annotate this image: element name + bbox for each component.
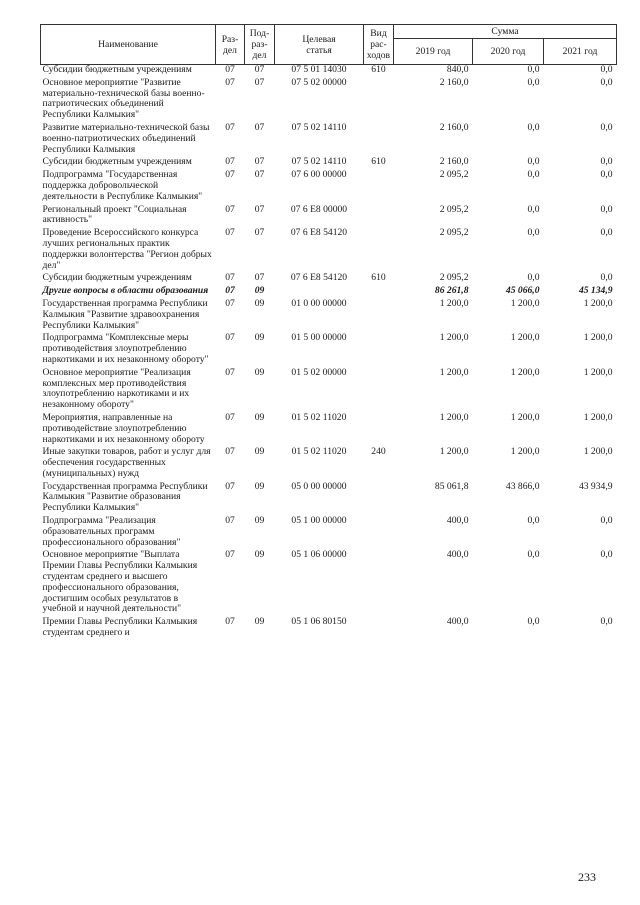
cell-razdel: 07 xyxy=(225,549,235,561)
cell-name: Подпрограмма "Реализация образовательных программ профессионального образования" xyxy=(42,515,181,548)
cell-vid: 240 xyxy=(371,446,386,458)
budget-table xyxy=(40,24,617,641)
table-row xyxy=(41,228,617,273)
col-2020-header: 2020 год xyxy=(473,39,544,65)
budget-table-sheet xyxy=(40,24,616,641)
cell-2021: 0,0 xyxy=(600,616,613,628)
cell-podrazdel: 07 xyxy=(254,203,265,215)
cell-2020: 1 200,0 xyxy=(510,411,540,423)
cell-razdel: 07 xyxy=(225,121,235,133)
cell-razdel: 07 xyxy=(225,446,235,458)
table-row xyxy=(41,333,617,367)
cell-name: Развитие материально-технической базы военно-патриотических объединений Республики Калмыкия xyxy=(42,121,210,155)
table-row xyxy=(41,550,617,617)
cell-2021: 0,0 xyxy=(600,169,613,181)
table-row xyxy=(41,123,617,157)
cell-2021: 0,0 xyxy=(600,121,613,133)
cell-razdel: 07 xyxy=(225,169,235,181)
cell-vid xyxy=(364,286,394,299)
cell-2021: 0,0 xyxy=(600,272,613,284)
col-name-header: Наименование xyxy=(41,25,216,65)
cell-podrazdel: 09 xyxy=(254,515,265,527)
cell-podrazdel: 07 xyxy=(254,227,265,239)
cell-statya: 01 5 02 00000 xyxy=(291,366,347,378)
cell-vid: 610 xyxy=(371,156,386,168)
cell-razdel: 07 xyxy=(225,76,235,88)
cell-2019: 1 200,0 xyxy=(439,411,469,423)
cell-podrazdel: 09 xyxy=(254,446,265,458)
cell-statya: 01 5 02 11020 xyxy=(291,446,347,458)
cell-2019: 400,0 xyxy=(446,515,469,527)
cell-name: Подпрограмма "Комплексные меры противодействия злоупотреблению наркотиками и их незаконному обороту" xyxy=(42,332,209,365)
cell-podrazdel: 09 xyxy=(254,411,265,423)
table-header xyxy=(41,25,617,65)
cell-2021: 0,0 xyxy=(600,515,613,527)
cell-podrazdel: 07 xyxy=(254,156,265,168)
cell-2019: 400,0 xyxy=(446,549,469,561)
cell-razdel: 07 xyxy=(225,227,235,239)
cell-podrazdel: 09 xyxy=(254,332,265,344)
cell-statya: 07 6 E8 54120 xyxy=(290,227,348,239)
cell-name: Субсидии бюджетным учреждениям xyxy=(42,156,192,168)
cell-name: Основное мероприятие "Развитие материально-технической базы военно-патриотических объединений Республики Калмыкия" xyxy=(42,76,205,121)
cell-statya: 01 5 02 11020 xyxy=(291,411,347,423)
table-row xyxy=(41,65,617,78)
table-body xyxy=(41,65,617,641)
cell-name: Региональный проект "Социальная активность" xyxy=(42,203,187,226)
col-2019-header: 2019 год xyxy=(394,39,473,65)
cell-2019: 2 160,0 xyxy=(439,76,469,88)
cell-name: Субсидии бюджетным учреждениям xyxy=(42,272,192,284)
cell-name: Мероприятия, направленные на противодействие злоупотреблению наркотиками и их незаконному обороту xyxy=(42,411,205,445)
cell-vid xyxy=(364,413,394,447)
cell-vid xyxy=(364,368,394,413)
cell-statya: 05 1 06 00000 xyxy=(291,549,347,561)
cell-2020: 0,0 xyxy=(527,64,540,75)
cell-vid: 610 xyxy=(371,272,386,284)
table-row xyxy=(41,205,617,229)
cell-name: Государственная программа Республики Калмыкия "Развитие образования Республики Калмыкия" xyxy=(42,480,208,514)
cell-2019: 1 200,0 xyxy=(439,446,469,458)
cell-vid xyxy=(364,78,394,123)
cell-podrazdel: 07 xyxy=(254,76,265,88)
cell-name: Проведение Всероссийского конкурса лучших региональных практик поддержки волонтерства "Регион добрых дел" xyxy=(42,227,212,271)
cell-2021: 45 134,9 xyxy=(578,285,613,297)
cell-2021: 0,0 xyxy=(600,549,613,561)
cell-podrazdel: 07 xyxy=(254,121,265,133)
cell-podrazdel: 09 xyxy=(254,549,265,561)
cell-2021: 43 934,9 xyxy=(578,480,613,492)
cell-vid xyxy=(364,205,394,229)
cell-2019: 86 261,8 xyxy=(434,285,469,297)
cell-name: Иные закупки товаров, работ и услуг для обеспечения государственных (муниципальных) нужд xyxy=(42,446,211,479)
cell-2021: 0,0 xyxy=(600,76,613,88)
cell-2021: 0,0 xyxy=(600,227,613,239)
cell-statya: 07 5 02 00000 xyxy=(291,76,347,88)
cell-statya: 07 6 E8 54120 xyxy=(290,272,348,284)
cell-2020: 0,0 xyxy=(527,76,540,88)
cell-vid xyxy=(364,617,394,641)
cell-2020: 1 200,0 xyxy=(510,332,540,344)
cell-razdel: 07 xyxy=(225,480,235,492)
cell-razdel: 07 xyxy=(225,203,235,215)
table-row xyxy=(41,447,617,481)
col-razdel-header: Раз- дел xyxy=(216,25,245,65)
cell-name: Премии Главы Республики Калмыкия студентам среднего и xyxy=(42,616,198,639)
cell-razdel: 07 xyxy=(225,285,235,297)
cell-2020: 0,0 xyxy=(527,121,540,133)
cell-podrazdel: 07 xyxy=(254,169,265,181)
cell-vid xyxy=(364,123,394,157)
cell-podrazdel: 09 xyxy=(254,285,265,297)
cell-statya: 05 1 00 00000 xyxy=(291,515,347,527)
cell-2019: 840,0 xyxy=(446,64,469,75)
cell-2020: 0,0 xyxy=(527,549,540,561)
cell-statya: 07 6 E8 00000 xyxy=(290,203,348,215)
cell-2021: 1 200,0 xyxy=(583,411,613,423)
table-row xyxy=(41,78,617,123)
cell-statya: 07 5 02 14110 xyxy=(291,121,347,133)
page-number: 233 xyxy=(578,870,596,884)
cell-2020: 0,0 xyxy=(527,616,540,628)
cell-2020: 1 200,0 xyxy=(510,297,540,309)
cell-2019: 400,0 xyxy=(446,616,469,628)
cell-2021: 1 200,0 xyxy=(583,332,613,344)
cell-podrazdel: 07 xyxy=(254,272,265,284)
cell-2020: 0,0 xyxy=(527,515,540,527)
cell-vid xyxy=(364,299,394,333)
cell-2019: 2 160,0 xyxy=(439,121,469,133)
cell-2020: 0,0 xyxy=(527,169,540,181)
cell-razdel: 07 xyxy=(225,515,235,527)
cell-2019: 2 095,2 xyxy=(439,272,469,284)
cell-statya: 07 6 00 00000 xyxy=(291,169,347,181)
cell-2019: 1 200,0 xyxy=(439,332,469,344)
table-row xyxy=(41,516,617,550)
cell-2021: 0,0 xyxy=(600,64,613,75)
cell-vid xyxy=(364,170,394,204)
cell-name: Другие вопросы в области образования xyxy=(42,285,209,297)
cell-2020: 0,0 xyxy=(527,203,540,215)
col-vid-header: Вид рас- ходов xyxy=(364,25,394,65)
col-statya-header: Целевая статья xyxy=(275,25,364,65)
col-podrazdel-header: Под- раз- дел xyxy=(245,25,275,65)
cell-2020: 1 200,0 xyxy=(510,366,540,378)
cell-2021: 0,0 xyxy=(600,156,613,168)
cell-name: Государственная программа Республики Калмыкия "Развитие здравоохранения Республики Калмыкия" xyxy=(42,297,208,331)
cell-statya: 05 0 00 00000 xyxy=(291,480,347,492)
cell-name: Основное мероприятие "Выплата Премии Главы Республики Калмыкия студентам среднего и высшего профессионального образования, достигшим особых результатов в учебной и научной деятельности" xyxy=(42,549,198,615)
table-row xyxy=(41,617,617,641)
cell-razdel: 07 xyxy=(225,332,235,344)
cell-2019: 2 095,2 xyxy=(439,169,469,181)
cell-razdel: 07 xyxy=(225,366,235,378)
cell-razdel: 07 xyxy=(225,616,235,628)
cell-2021: 0,0 xyxy=(600,203,613,215)
cell-2020: 0,0 xyxy=(527,272,540,284)
cell-2020: 1 200,0 xyxy=(510,446,540,458)
cell-2020: 45 066,0 xyxy=(505,285,540,297)
cell-vid xyxy=(364,482,394,516)
cell-2021: 1 200,0 xyxy=(583,366,613,378)
cell-name: Субсидии бюджетным учреждениям xyxy=(42,64,192,75)
cell-razdel: 07 xyxy=(225,272,235,284)
cell-vid: 610 xyxy=(371,64,386,75)
table-row xyxy=(41,413,617,447)
cell-podrazdel: 09 xyxy=(254,480,265,492)
cell-vid xyxy=(364,550,394,617)
cell-razdel: 07 xyxy=(225,411,235,423)
cell-razdel: 07 xyxy=(225,156,235,168)
cell-2019: 1 200,0 xyxy=(439,297,469,309)
cell-statya: 01 5 00 00000 xyxy=(291,332,347,344)
cell-name: Основное мероприятие "Реализация комплексных мер противодействия злоупотреблению наркотиками и их незаконному обороту" xyxy=(42,366,191,411)
cell-podrazdel: 09 xyxy=(254,366,265,378)
table-row xyxy=(41,482,617,516)
cell-vid xyxy=(364,333,394,367)
cell-2020: 43 866,0 xyxy=(505,480,540,492)
cell-2019: 2 095,2 xyxy=(439,203,469,215)
col-2021-header: 2021 год xyxy=(544,39,617,65)
cell-podrazdel: 09 xyxy=(254,616,265,628)
cell-2019: 85 061,8 xyxy=(434,480,469,492)
table-row xyxy=(41,368,617,413)
cell-2019: 1 200,0 xyxy=(439,366,469,378)
table-row xyxy=(41,299,617,333)
cell-name: Подпрограмма "Государственная поддержка добровольческой деятельности в Республике Калмыкия" xyxy=(42,169,203,202)
cell-vid xyxy=(364,516,394,550)
cell-statya: 07 5 01 14030 xyxy=(291,64,347,75)
cell-2019: 2 095,2 xyxy=(439,227,469,239)
cell-2020: 0,0 xyxy=(527,227,540,239)
cell-statya: 01 0 00 00000 xyxy=(291,297,347,309)
cell-2021: 1 200,0 xyxy=(583,446,613,458)
col-summa-header: Сумма xyxy=(394,25,617,39)
cell-statya: 05 1 06 80150 xyxy=(291,616,347,628)
cell-podrazdel: 09 xyxy=(254,297,265,309)
cell-2019: 2 160,0 xyxy=(439,156,469,168)
cell-statya: 07 5 02 14110 xyxy=(291,156,347,168)
cell-2020: 0,0 xyxy=(527,156,540,168)
cell-razdel: 07 xyxy=(225,297,235,309)
cell-razdel: 07 xyxy=(225,64,235,75)
cell-vid xyxy=(364,228,394,273)
table-row xyxy=(41,170,617,204)
cell-2021: 1 200,0 xyxy=(583,297,613,309)
cell-podrazdel: 07 xyxy=(254,64,265,75)
